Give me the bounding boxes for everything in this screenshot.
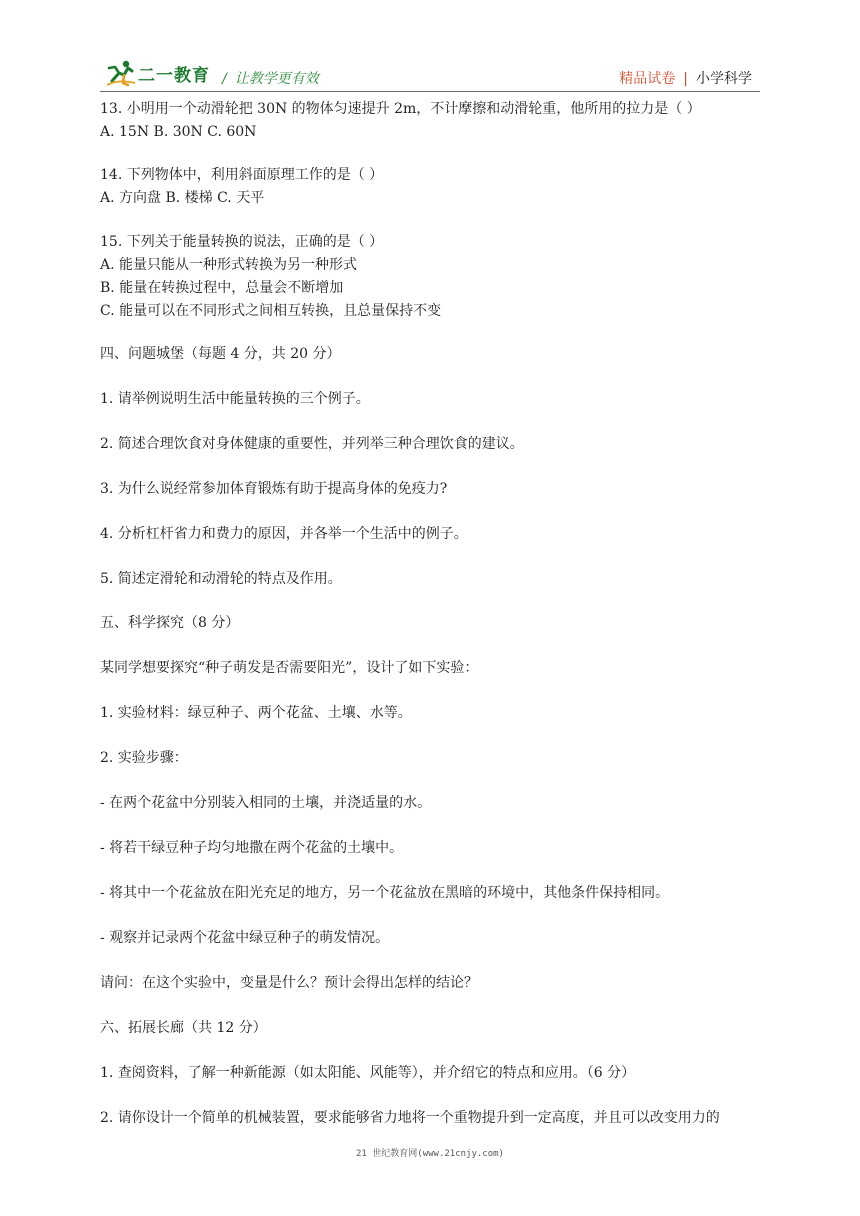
slash-divider: /: [222, 71, 227, 87]
section-5-step-2: - 将若干绿豆种子均匀地撒在两个花盆的土壤中。: [100, 840, 404, 856]
header-rule: [100, 91, 760, 92]
section-5-step-3: - 将其中一个花盆放在阳光充足的地方，另一个花盆放在黑暗的环境中，其他条件保持相同。: [100, 885, 670, 901]
running-figure-icon: [106, 59, 136, 87]
slogan-text: 让教学更有效: [234, 71, 319, 87]
section-4-item-2: 2. 简述合理饮食对身体健康的重要性，并列举三种合理饮食的建议。: [100, 436, 524, 452]
logo: [106, 58, 210, 88]
brand-label: 精品试卷: [619, 71, 676, 87]
page-header: [0, 0, 860, 95]
section-6-heading: 六、拓展长廊（共 12 分）: [100, 1020, 267, 1036]
section-5-question: 请问：在这个实验中，变量是什么？预计会得出怎样的结论？: [100, 975, 478, 991]
question-15: 15. 下列关于能量转换的说法，正确的是（ ）: [100, 234, 384, 250]
section-5-heading: 五、科学探究（8 分）: [100, 615, 240, 631]
section-4-item-3: 3. 为什么说经常参加体育锻炼有助于提高身体的免疫力?: [100, 481, 448, 497]
question-13: 13. 小明用一个动滑轮把 30N 的物体匀速提升 2m，不计摩擦和动滑轮重，他所用的拉力是（ ）: [100, 101, 701, 117]
section-6-item-2: 2. 请你设计一个简单的机械装置，要求能够省力地将一个重物提升到一定高度，并且可以改变用力的: [100, 1110, 720, 1126]
logo-text: 二一教育: [138, 65, 210, 86]
section-4-item-1: 1. 请举例说明生活中能量转换的三个例子。: [100, 391, 370, 407]
section-4-item-4: 4. 分析杠杆省力和费力的原因，并各举一个生活中的例子。: [100, 526, 468, 542]
section-5-step-1: - 在两个花盆中分别装入相同的土壤，并浇适量的水。: [100, 795, 432, 811]
subject-label: 小学科学: [696, 71, 752, 87]
section-5-materials: 1. 实验材料：绿豆种子、两个花盆、土壤、水等。: [100, 705, 412, 721]
section-4-item-5: 5. 简述定滑轮和动滑轮的特点及作用。: [100, 571, 342, 587]
question-14: 14. 下列物体中，利用斜面原理工作的是（ ）: [100, 167, 384, 183]
slogan: [222, 68, 319, 88]
question-14-options: A. 方向盘 B. 楼梯 C. 天平: [100, 190, 265, 206]
section-4-heading: 四、问题城堡（每题 4 分，共 20 分）: [100, 346, 341, 362]
header-right: [619, 68, 752, 88]
question-15-option-a: A. 能量只能从一种形式转换为另一种形式: [100, 257, 358, 273]
question-15-option-b: B. 能量在转换过程中，总量会不断增加: [100, 280, 344, 296]
question-13-options: A. 15N B. 30N C. 60N: [100, 124, 257, 140]
section-5-intro: 某同学想要探究“种子萌发是否需要阳光”，设计了如下实验：: [100, 660, 479, 676]
section-5-step-4: - 观察并记录两个花盆中绿豆种子的萌发情况。: [100, 930, 390, 946]
section-5-steps-heading: 2. 实验步骤：: [100, 750, 188, 766]
question-15-option-c: C. 能量可以在不同形式之间相互转换，且总量保持不变: [100, 303, 442, 319]
section-6-item-1: 1. 查阅资料，了解一种新能源（如太阳能、风能等），并介绍它的特点和应用。（6 分）: [100, 1065, 636, 1081]
page-footer: 21 世纪教育网(www.21cnjy.com): [356, 1149, 504, 1159]
header-separator: |: [683, 71, 688, 87]
